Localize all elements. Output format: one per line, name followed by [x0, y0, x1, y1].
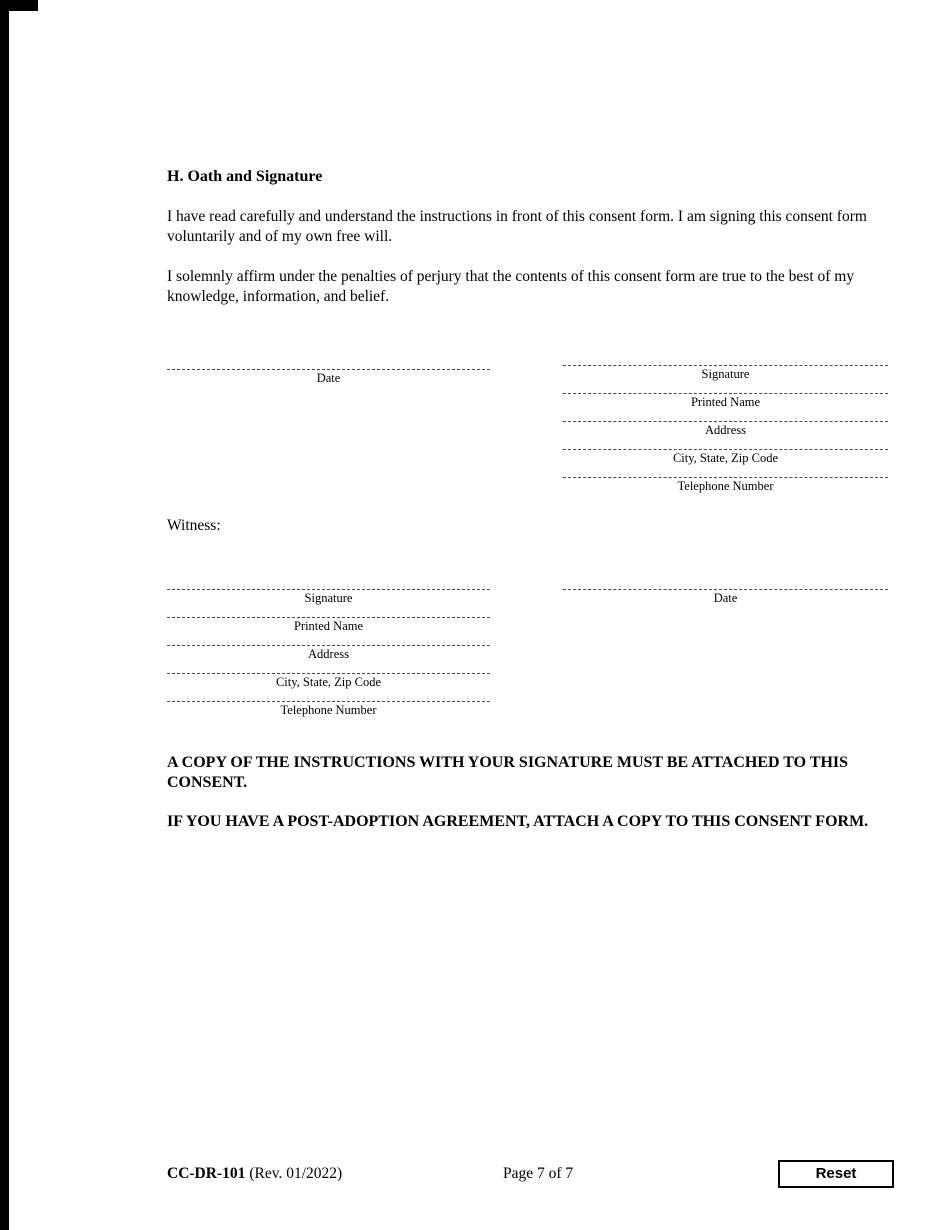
witness-telephone-row — [167, 701, 490, 729]
witness-city-state-zip-row — [167, 673, 490, 701]
oath-paragraph-1: I have read carefully and understand the instructions in front of this consent form. I am signing this consent form voluntarily and of my own free will. — [167, 208, 867, 245]
form-number: CC-DR-101 — [167, 1165, 246, 1182]
footer-form-id — [167, 1165, 342, 1183]
witness-printed-name-row — [167, 617, 490, 645]
signer-telephone-label: Telephone Number — [677, 479, 774, 493]
signer-address-label: Address — [705, 423, 746, 437]
scan-corner-artifact — [0, 0, 38, 11]
witness-date-row — [563, 589, 888, 617]
signer-printed-name-row — [563, 393, 888, 421]
oath-paragraph-2: I solemnly affirm under the penalties of perjury that the contents of this consent form are true to the best of my knowledge, information, and belief. — [167, 268, 855, 305]
witness-telephone-label: Telephone Number — [280, 703, 377, 717]
scan-edge-artifact — [0, 0, 9, 1230]
signer-fields-block — [563, 365, 888, 505]
signer-signature-label: Signature — [701, 367, 750, 381]
signer-signature-row — [563, 365, 888, 393]
page-indicator: Page 7 of 7 — [503, 1165, 574, 1182]
signer-telephone-row — [563, 477, 888, 505]
witness-date-block — [563, 589, 888, 617]
signer-address-row — [563, 421, 888, 449]
section-heading: H. Oath and Signature — [167, 168, 323, 185]
witness-signature-row — [167, 589, 490, 617]
notice-attach-instructions: A COPY OF THE INSTRUCTIONS WITH YOUR SIGNATURE MUST BE ATTACHED TO THIS CONSENT. — [167, 754, 849, 791]
notice-post-adoption: IF YOU HAVE A POST-ADOPTION AGREEMENT, ATTACH A COPY TO THIS CONSENT FORM. — [167, 813, 869, 830]
witness-address-row — [167, 645, 490, 673]
witness-fields-block — [167, 589, 490, 729]
form-revision: (Rev. 01/2022) — [249, 1165, 343, 1182]
signer-printed-name-label: Printed Name — [690, 395, 761, 409]
signer-date-row — [167, 369, 490, 397]
witness-city-state-zip-label: City, State, Zip Code — [275, 675, 382, 689]
reset-button[interactable]: Reset — [778, 1160, 894, 1188]
signer-date-block — [167, 369, 490, 397]
witness-address-label: Address — [308, 647, 349, 661]
witness-signature-label: Signature — [304, 591, 353, 605]
signer-date-label: Date — [316, 371, 341, 385]
signer-city-state-zip-label: City, State, Zip Code — [672, 451, 779, 465]
witness-date-label: Date — [713, 591, 738, 605]
signer-city-state-zip-row — [563, 449, 888, 477]
witness-heading: Witness: — [167, 517, 221, 534]
witness-printed-name-label: Printed Name — [293, 619, 364, 633]
